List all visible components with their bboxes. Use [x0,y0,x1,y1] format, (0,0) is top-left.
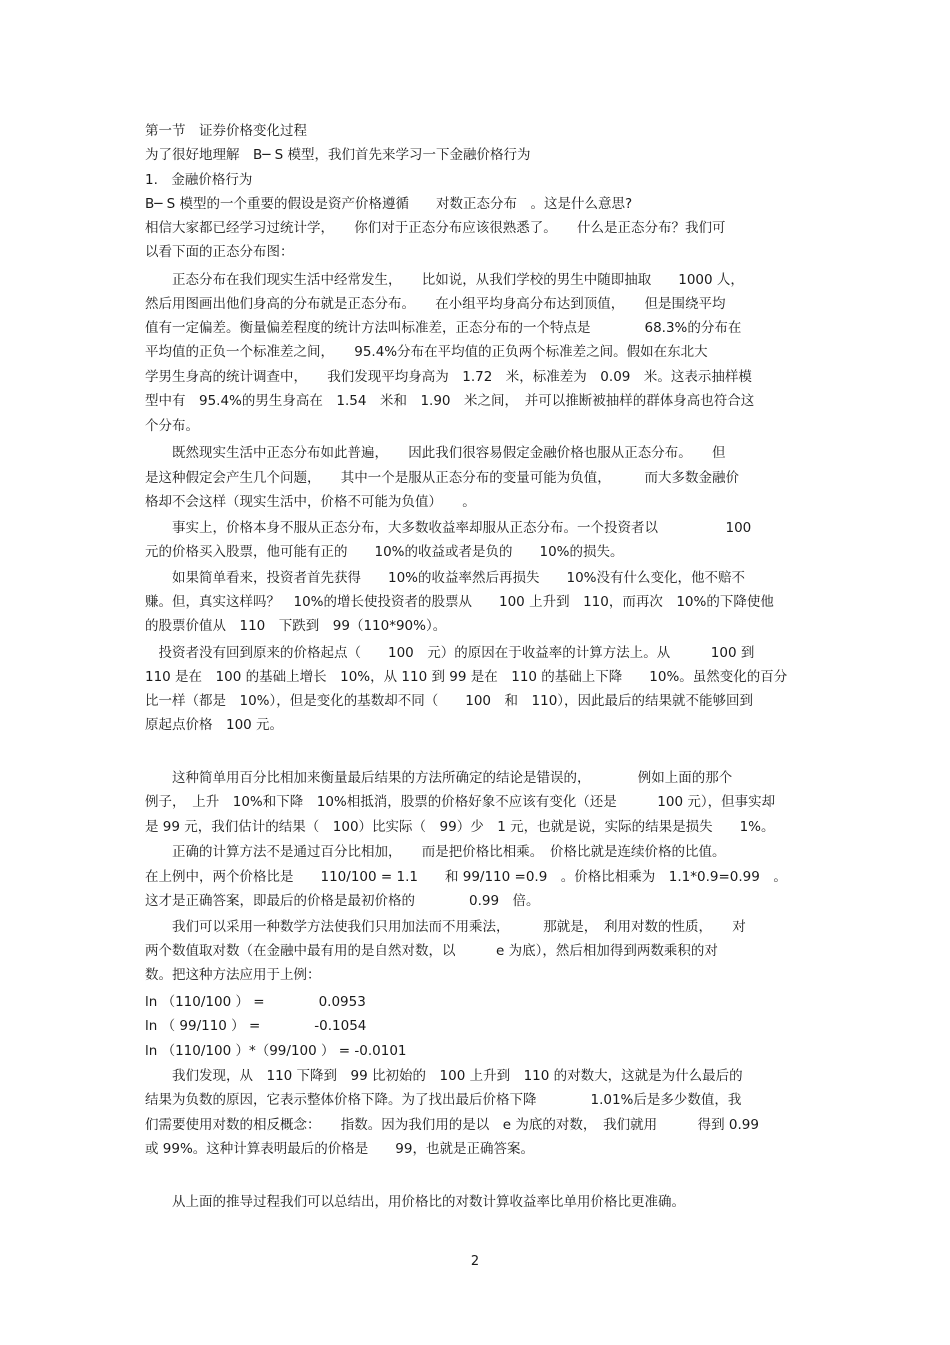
text-line: 原起点价格 100 元。 [145,717,284,733]
text-line: 投资者没有回到原来的价格起点（ 100 元）的原因在于收益率的计算方法上。从 100 到 [145,645,755,661]
text-line: 我们发现，从 110 下降到 99 比初始的 100 上升到 110 的对数大，这就是为什么最后的 [145,1068,743,1084]
text-line: 1. 金融价格行为 [145,172,253,188]
text-line: 如果简单看来，投资者首先获得 10%的收益率然后再损失 10%没有什么变化，他不赔不 [145,570,746,586]
text-line: 从上面的推导过程我们可以总结出，用价格比的对数计算收益率比单用价格比更准确。 [145,1194,685,1210]
text-line: 比一样（都是 10%），但是变化的基数却不同（ 100 和 110），因此最后的结果就不能够回到 [145,693,754,709]
text-line: 是 99 元，我们估计的结果（ 100）比实际（ 99）少 1 元，也就是说，实际的结果是损失 1%。 [145,819,775,835]
text-line: 数。把这种方法应用于上例： [145,967,321,983]
text-line: 为了很好地理解 B─ S 模型，我们首先来学习一下金融价格行为 [145,147,531,163]
text-line: 格却不会这样（现实生活中，价格不可能为负值） 。 [145,494,476,510]
text-line: 正确的计算方法不是通过百分比相加， 而是把价格比相乘。 价格比就是连续价格的比值。 [145,844,726,860]
text-line: 这才是正确答案，即最后的价格是最初价格的 0.99 倍。 [145,893,540,909]
text-line: 第一节 证券价格变化过程 [145,123,307,139]
text-line: 既然现实生活中正态分布如此普遍， 因此我们很容易假定金融价格也服从正态分布。 但 [145,445,726,461]
text-line: 例子， 上升 10%和下降 10%相抵消，股票的价格好象不应该有变化（还是 100 元），但事实却 [145,794,776,810]
text-line: ln （110/100 ） = 0.0953 [145,994,366,1010]
text-line: 事实上，价格本身不服从正态分布，大多数收益率却服从正态分布。一个投资者以 100 [145,520,752,536]
text-line: 以看下面的正态分布图： [145,244,294,260]
text-line: 正态分布在我们现实生活中经常发生， 比如说，从我们学校的男生中随即抽取 1000 人， [145,272,744,288]
text-line: 们需要使用对数的相反概念： 指数。因为我们用的是以 e 为底的对数， 我们就用 得到 0.99 [145,1117,759,1133]
page-number: 2 [470,1254,480,1269]
text-line: 相信大家都已经学习过统计学， 你们对于正态分布应该很熟悉了。 什么是正态分布？我们可 [145,220,726,236]
text-line: ln （110/100 ）*（99/100 ） = -0.0101 [145,1043,407,1059]
text-line: 两个数值取对数（在金融中最有用的是自然对数，以 e 为底），然后相加得到两数乘积的对 [145,943,718,959]
text-line: 学男生身高的统计调查中， 我们发现平均身高为 1.72 米，标准差为 0.09 米。这表示抽样模 [145,369,752,385]
text-line: 赚。但，真实这样吗？ 10%的增长使投资者的股票从 100 上升到 110，而再次 10%的下降使他 [145,594,774,610]
text-line: 然后用图画出他们身高的分布就是正态分布。 在小组平均身高分布达到顶值， 但是围绕平均 [145,296,726,312]
text-line: 结果为负数的原因，它表示整体价格下降。为了找出最后价格下降 1.01%后是多少数值，我 [145,1092,742,1108]
text-line: 110 是在 100 的基础上增长 10%，从 110 到 99 是在 110 的基础上下降 10%。虽然变化的百分 [145,669,788,685]
text-line: ln （ 99/110 ） = -0.1054 [145,1018,367,1034]
text-line: 个分布。 [145,418,199,434]
text-line: B─ S 模型的一个重要的假设是资产价格遵循 对数正态分布 。这是什么意思? [145,196,633,212]
text-line: 型中有 95.4%的男生身高在 1.54 米和 1.90 米之间， 并可以推断被抽样的群体身高也符合这 [145,393,755,409]
text-line: 我们可以采用一种数学方法使我们只用加法而不用乘法， 那就是， 利用对数的性质， 对 [145,919,746,935]
text-line: 的股票价值从 110 下跌到 99（110*90%）。 [145,618,447,634]
text-line: 值有一定偏差。衡量偏差程度的统计方法叫标准差，正态分布的一个特点是 68.3%的分布在 [145,320,742,336]
text-line: 是这种假定会产生几个问题， 其中一个是服从正态分布的变量可能为负值， 而大多数金融价 [145,470,739,486]
text-line: 元的价格买入股票，他可能有正的 10%的收益或者是负的 10%的损失。 [145,544,624,560]
text-line: 在上例中，两个价格比是 110/100 = 1.1 和 99/110 =0.9 。价格比相乘为 1.1*0.9=0.99 。 [145,869,787,885]
text-line: 或 99%。这种计算表明最后的价格是 99，也就是正确答案。 [145,1141,534,1157]
text-line: 平均值的正负一个标准差之间， 95.4%分布在平均值的正负两个标准差之间。假如在东北大 [145,344,708,360]
text-line: 这种简单用百分比相加来衡量最后结果的方法所确定的结论是错误的， 例如上面的那个 [145,770,733,786]
